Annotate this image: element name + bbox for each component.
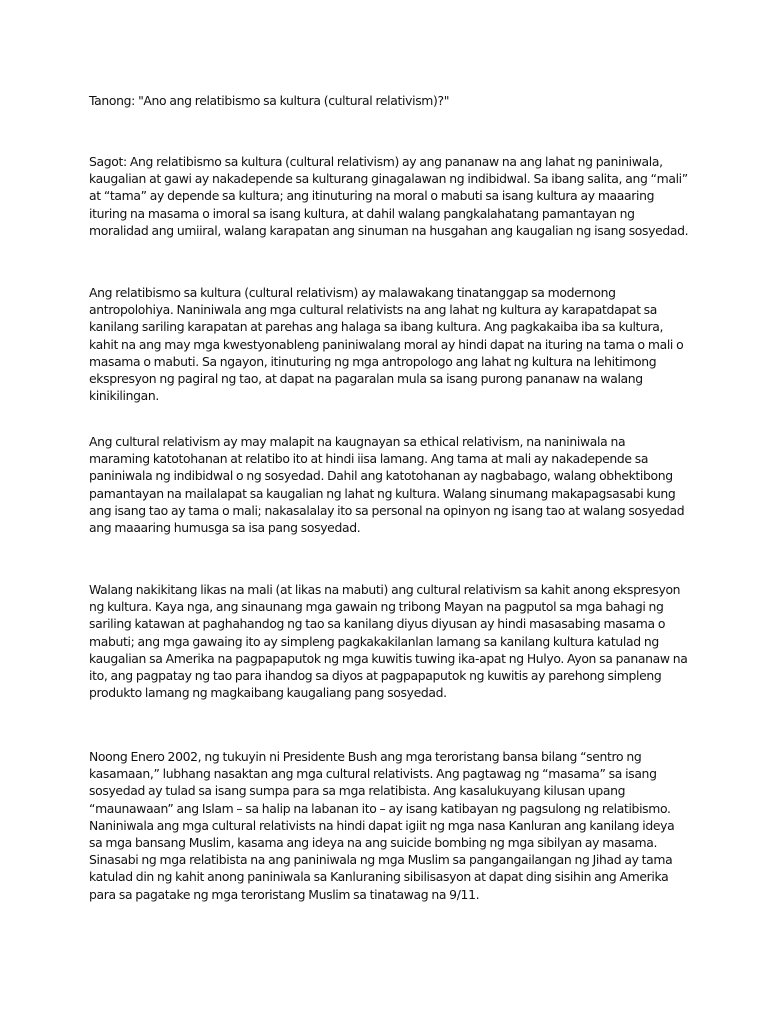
paragraph-text: Ang cultural relativism ay may malapit na kaugnayan sa ethical relativism, na naniniwala na maraming katotohanan at relatibo ito at hindi iisa lamang. Ang tama at mali ay nakadepende sa paniniwala ng indibidwal o ng sosyedad. Dahil ang katotohanan ay nagbabago, walang obhektibong pamantayan na mailalapat sa kaugalian ng lahat ng kultura. Walang sinumang makapagsasabi kung ang isang tao ay tama o mali; nakasalalay ito sa personal na opinyon ng isang tao at walang sosyedad ang maaaring humusga sa isa pang sosyedad. (89, 434, 685, 536)
paragraph-answer (89, 153, 689, 239)
question-line (89, 92, 689, 109)
paragraph-text: Ang relatibismo sa kultura (cultural relativism) ay malawakang tinatanggap sa modernong antropolohiya. Naniniwala ang mga cultural relativists na ang lahat ng kultura ay karapatdapat sa kanilang sariling karapatan at parehas ang halaga sa ibang kultura. Ang pagkakaiba iba sa kultura, kahit na ang may mga kwestyonableng paniniwalang moral ay hindi dapat na ituring na tama o mali o masama o mabuti. Sa ngayon, itinuturing ng mga antropologo ang lahat ng kultura na lehitimong ekspresyon ng pagiral ng tao, at dapat na pagaralan mula sa isang purong pananaw na walang kinikilingan. (89, 285, 684, 404)
paragraph-bush-2002 (89, 748, 689, 903)
paragraph-ethical-relativism (89, 433, 689, 536)
question-text: Tanong: "Ano ang relatibismo sa kultura (cultural relativism)?" (89, 93, 450, 108)
paragraph-mayan-example (89, 581, 689, 701)
paragraph-text: Sagot: Ang relatibismo sa kultura (cultural relativism) ay ang pananaw na ang lahat ng paniniwala, kaugalian at gawi ay nakadepende sa kulturang ginagalawan ng indibidwal. Sa ibang salita, ang “mali” at “tama” ay depende sa kultura; ang itinuturing na moral o mabuti sa isang kultura ay maaaring ituring na masama o imoral sa isang kultura, at dahil walang pangkalahatang pamantayan ng moralidad ang umiiral, walang karapatan ang sinuman na husgahan ang kaugalian ng isang sosyedad. (89, 154, 689, 238)
paragraph-text: Noong Enero 2002, ng tukuyin ni Presidente Bush ang mga teroristang bansa bilang “sentro ng kasamaan,” lubhang nasaktan ang mga cultural relativists. Ang pagtawag ng “masama” sa isang sosyedad ay tulad sa isang sumpa para sa mga relatibista. Ang kasalukuyang kilusan upang “maunawaan” ang Islam – sa halip na labanan ito – ay isang katibayan ng pagsulong ng relatibismo. Naniniwala ang mga cultural relativists na hindi dapat igiit ng mga nasa Kanluran ang kanilang ideya sa mga bansang Muslim, kasama ang ideya na ang suicide bombing ng mga sibilyan ay masama. Sinasabi ng mga relatibista na ang paniniwala ng mga Muslim sa pangangailangan ng Jihad ay tama katulad din ng kahit anong paniniwala sa Kanluraning sibilisasyon at dapat ding sisihin ang Amerika para sa pagatake ng mga teroristang Muslim sa tinatawag na 9/11. (89, 749, 675, 902)
paragraph-text: Walang nakikitang likas na mali (at likas na mabuti) ang cultural relativism sa kahit anong ekspresyon ng kultura. Kaya nga, ang sinaunang mga gawain ng tribong Mayan na pagputol sa mga bahagi ng sariling katawan at paghahandog ng tao sa kanilang diyus diyusan ay hindi masasabing masama o mabuti; ang mga gawaing ito ay simpleng pagkakakilanlan lamang sa kanilang kultura katulad ng kaugalian sa Amerika na pagpapaputok ng mga kuwitis tuwing ika-apat ng Hulyo. Ayon sa pananaw na ito, ang pagpatay ng tao para ihandog sa diyos at pagpapaputok ng kuwitis ay parehong simpleng produkto lamang ng magkaibang kaugaliang pang sosyedad. (89, 582, 688, 701)
paragraph-anthropology (89, 284, 689, 404)
